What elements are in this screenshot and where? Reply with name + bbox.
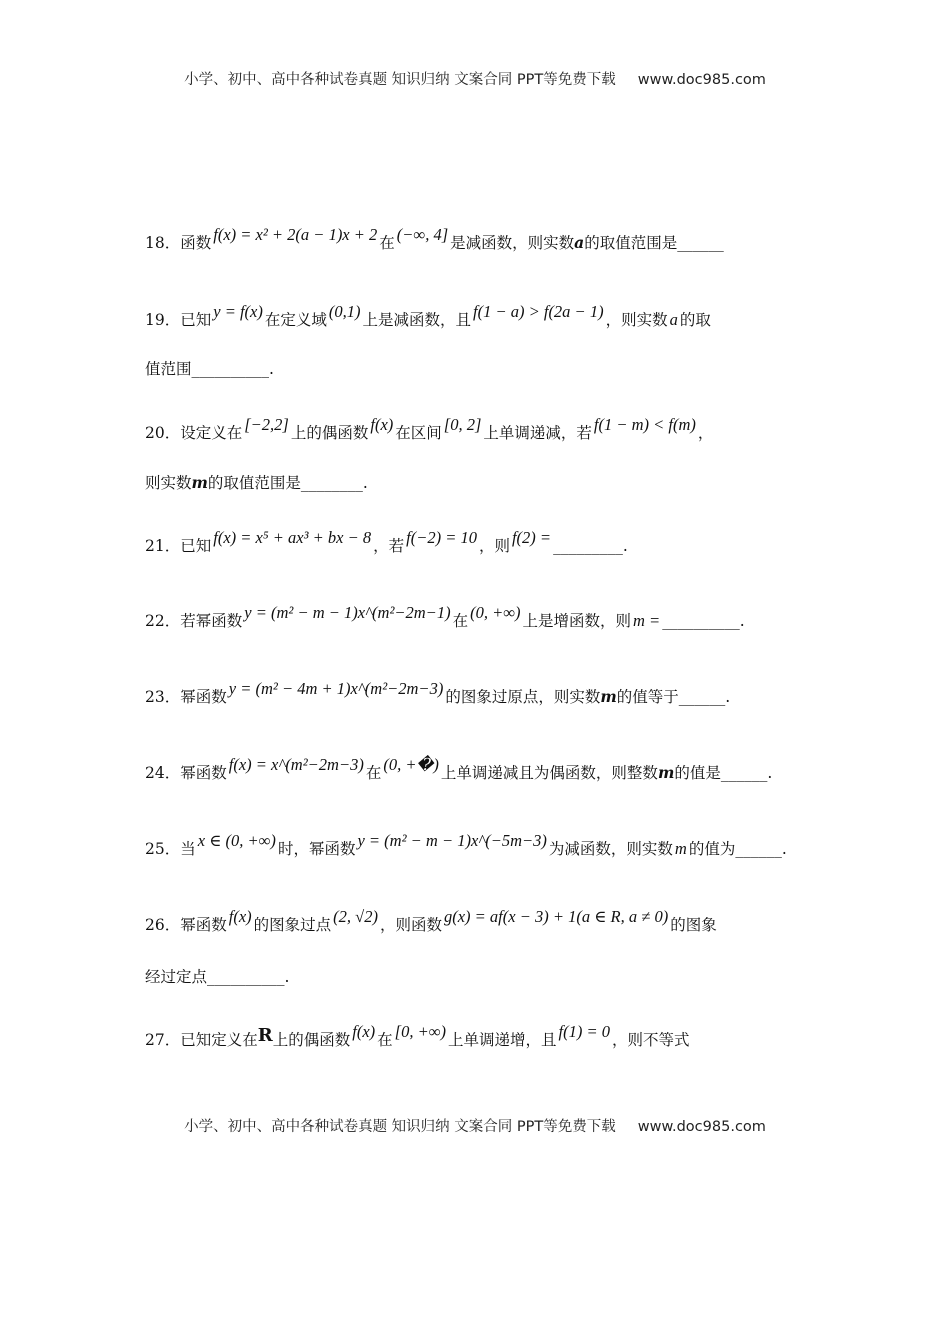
math: f(1 − m) < f(m) [593, 415, 696, 434]
math: m = [633, 611, 661, 630]
math: f(x) = x⁵ + ax³ + bx − 8 [213, 528, 372, 547]
math: f(2) = [511, 528, 552, 547]
math: f(x) [352, 1022, 376, 1041]
problem-22: 22．若幂函数 y = (m² − m − 1)x^(m²−2m−1) 在 (0, +∞) 上是增函数，则 m = __________. [145, 603, 745, 630]
math: f(−2) = 10 [406, 528, 477, 547]
math: [0, 2] [443, 415, 482, 434]
problem-27: 27．已知定义在R上的偶函数 f(x) 在 [0, +∞) 上单调递增，且 f(1) = 0 ，则不等式 [145, 1022, 690, 1049]
header-url[interactable]: www.doc985.com [637, 72, 766, 88]
math: (0, +∞) [470, 603, 521, 622]
answer-blank[interactable]: ______ [677, 234, 724, 252]
problem-26-continued: 经过定点__________. [145, 968, 290, 986]
math: (0, +�) [383, 755, 439, 774]
problem-21: 21．已知 f(x) = x⁵ + ax³ + bx − 8 ，若 f(−2) = 10 ，则 f(2) = _________. [145, 528, 628, 555]
problem-20-continued: 则实数m的取值范围是________. [145, 473, 368, 492]
problem-19-continued: 值范围__________. [145, 360, 274, 378]
math: x ∈ (0, +∞) [197, 831, 276, 850]
header-text: 小学、初中、高中各种试卷真题 知识归纳 文案合同 PPT等免费下载 [184, 72, 616, 88]
answer-blank[interactable]: __________. [662, 612, 745, 630]
math: f(x) = x² + 2(a − 1)x + 2 [213, 225, 378, 244]
math: (−∞, 4] [396, 225, 449, 244]
problem-25: 25．当 x ∈ (0, +∞) 时，幂函数 y = (m² − m − 1)x^(−5m−3) 为减函数，则实数 m 的值为______. [145, 831, 787, 858]
problem-23: 23．幂函数 y = (m² − 4m + 1)x^(m²−2m−3) 的图象过原点，则实数m的值等于______. [145, 679, 731, 706]
footer-text: 小学、初中、高中各种试卷真题 知识归纳 文案合同 PPT等免费下载 [184, 1119, 616, 1135]
math: f(x) = x^(m²−2m−3) [228, 755, 364, 774]
math: [0, +∞) [394, 1022, 446, 1041]
math: y = (m² − m − 1)x^(−5m−3) [357, 831, 547, 850]
answer-blank[interactable]: _________. [553, 537, 628, 555]
page-header [0, 68, 950, 89]
math: y = (m² − 4m + 1)x^(m²−2m−3) [228, 679, 444, 698]
answer-blank[interactable]: ______. [720, 764, 773, 782]
problem-26: 26．幂函数 f(x) 的图象过点 (2, √2) ，则函数 g(x) = af(x − 3) + 1(a ∈ R, a ≠ 0) 的图象 [145, 907, 717, 934]
math: g(x) = af(x − 3) + 1(a ∈ R, a ≠ 0) [443, 907, 669, 926]
page-footer [0, 1115, 950, 1136]
math: y = (m² − m − 1)x^(m²−2m−1) [244, 603, 451, 622]
math: f(1 − a) > f(2a − 1) [473, 302, 604, 321]
answer-blank[interactable]: ______. [735, 840, 787, 858]
problem-20: 20．设定义在 [−2,2] 上的偶函数 f(x) 在区间 [0, 2] 上单调递减，若 f(1 − m) < f(m) ， [145, 415, 714, 442]
math: y = f(x) [213, 302, 263, 321]
math: (2, √2) [333, 907, 378, 926]
problem-18: 18．函数 f(x) = x² + 2(a − 1)x + 2 在 (−∞, 4] 是减函数，则实数a的取值范围是______ [145, 225, 724, 252]
math: f(x) [370, 415, 394, 434]
math: (0,1) [328, 302, 361, 321]
problem-19: 19．已知 y = f(x) 在定义域 (0,1) 上是减函数，且 f(1 − a) > f(2a − 1) ，则实数 a 的取 [145, 302, 711, 329]
math: f(x) [228, 907, 252, 926]
problem-24: 24．幂函数 f(x) = x^(m²−2m−3) 在 (0, +�) 上单调递减且为偶函数，则整数m的值是______. [145, 755, 773, 782]
math: f(1) = 0 [558, 1022, 610, 1041]
answer-blank[interactable]: ______. [678, 688, 731, 706]
math: [−2,2] [244, 415, 289, 434]
footer-url[interactable]: www.doc985.com [637, 1119, 766, 1135]
